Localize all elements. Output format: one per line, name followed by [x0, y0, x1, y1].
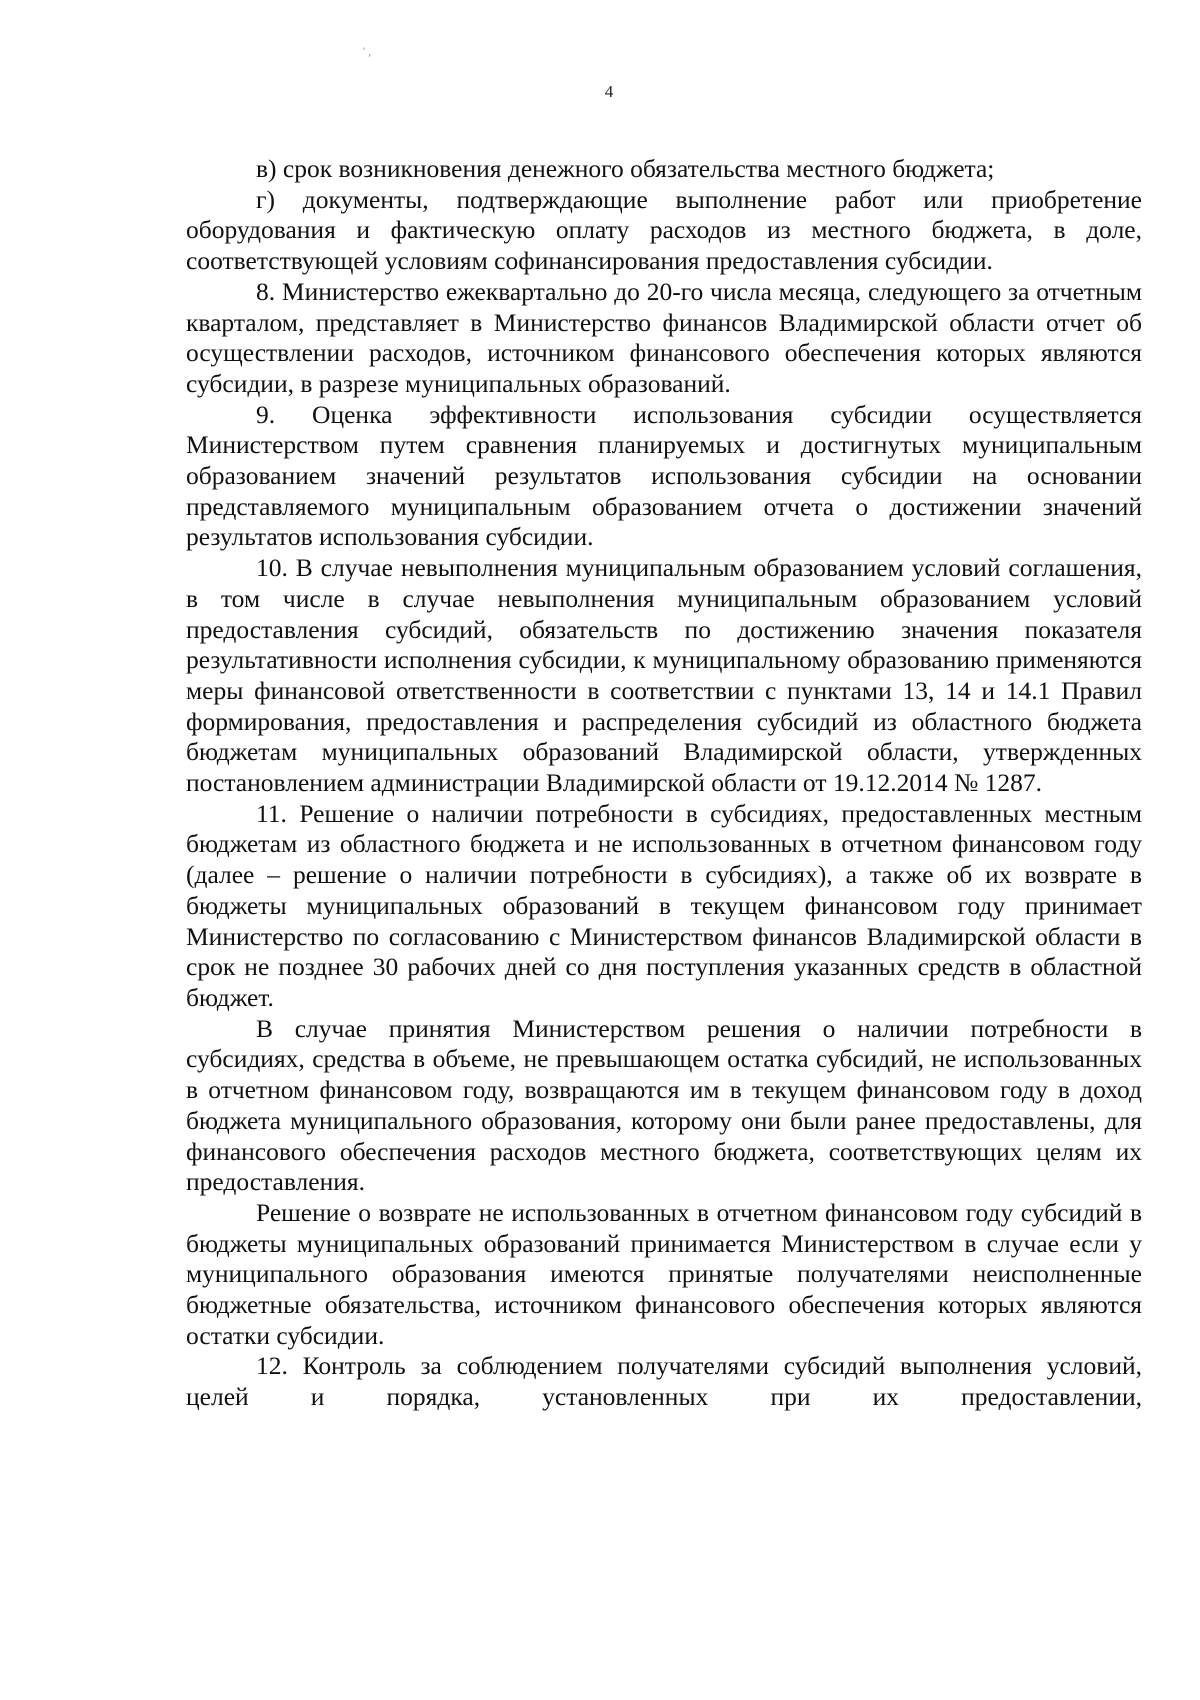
paragraph-10: 10. В случае невыполнения муниципальным образованием условий соглашения, в том числе в случае невыполнения муниципальным образованием условий предоставления субсидий, обязательств по достижению значения показателя результативности исполнения субсидии, к муниципальному образованию применяются меры финансовой ответственности в соответствии с пунктами 13, 14 и 14.1 Правил формирования, предоставления и распределения субсидий из областного бюджета бюджетам муниципальных образований Владимирской области, утвержденных постановлением администрации Владимирской области от 19.12.2014 № 1287.	[186, 553, 1142, 798]
paragraph-11-return: Решение о возврате не использованных в отчетном финансовом году субсидий в бюджеты муниципальных образований принимается Министерством в случае если у муниципального образования имеются принятые получателями неисполненные бюджетные обязательства, источником финансового обеспечения которых являются остатки субсидии.	[186, 1197, 1142, 1350]
paragraph-g: г) документы, подтверждающие выполнение работ или приобретение оборудования и фактическую оплату расходов из местного бюджета, в доле, соответствующей условиям софинансирования предоставления субсидии.	[186, 184, 1142, 276]
page-number: 4	[604, 82, 614, 101]
paragraph-12: 12. Контроль за соблюдением получателями субсидий выполнения условий, целей и порядка, установленных при их предоставлении,	[186, 1351, 1142, 1412]
scan-speck: ' ,	[363, 44, 372, 58]
paragraph-11: 11. Решение о наличии потребности в субсидиях, предоставленных местным бюджетам из областного бюджета и не использованных в отчетном финансовом году (далее – решение о наличии потребности в субсидиях), а также об их возврате в бюджеты муниципальных образований в текущем финансовом году принимает Министерство по согласованию с Министерством финансов Владимирской области в срок не позднее 30 рабочих дней со дня поступления указанных средств в областной бюджет.	[186, 798, 1142, 1012]
paragraph-8: 8. Министерство ежеквартально до 20-го числа месяца, следующего за отчетным кварталом, представляет в Министерство финансов Владимирской области отчет об осуществлении расходов, источником финансового обеспечения которых являются субсидии, в разрезе муниципальных образований.	[186, 276, 1142, 398]
paragraph-v: в) срок возникновения денежного обязательства местного бюджета;	[256, 154, 995, 183]
document-body	[186, 154, 1142, 1413]
paragraph-9: 9. Оценка эффективности использования субсидии осуществляется Министерством путем сравнения планируемых и достигнутых муниципальным образованием значений результатов использования субсидии на основании представляемого муниципальным образованием отчета о достижении значений результатов использования субсидии.	[186, 399, 1142, 552]
paragraph-11-decision: В случае принятия Министерством решения о наличии потребности в субсидиях, средства в объеме, не превышающем остатка субсидий, не использованных в отчетном финансовом году, возвращаются им в текущем финансовом году в доход бюджета муниципального образования, которому они были ранее предоставлены, для финансового обеспечения расходов местного бюджета, соответствующих целям их предоставления.	[186, 1013, 1142, 1197]
